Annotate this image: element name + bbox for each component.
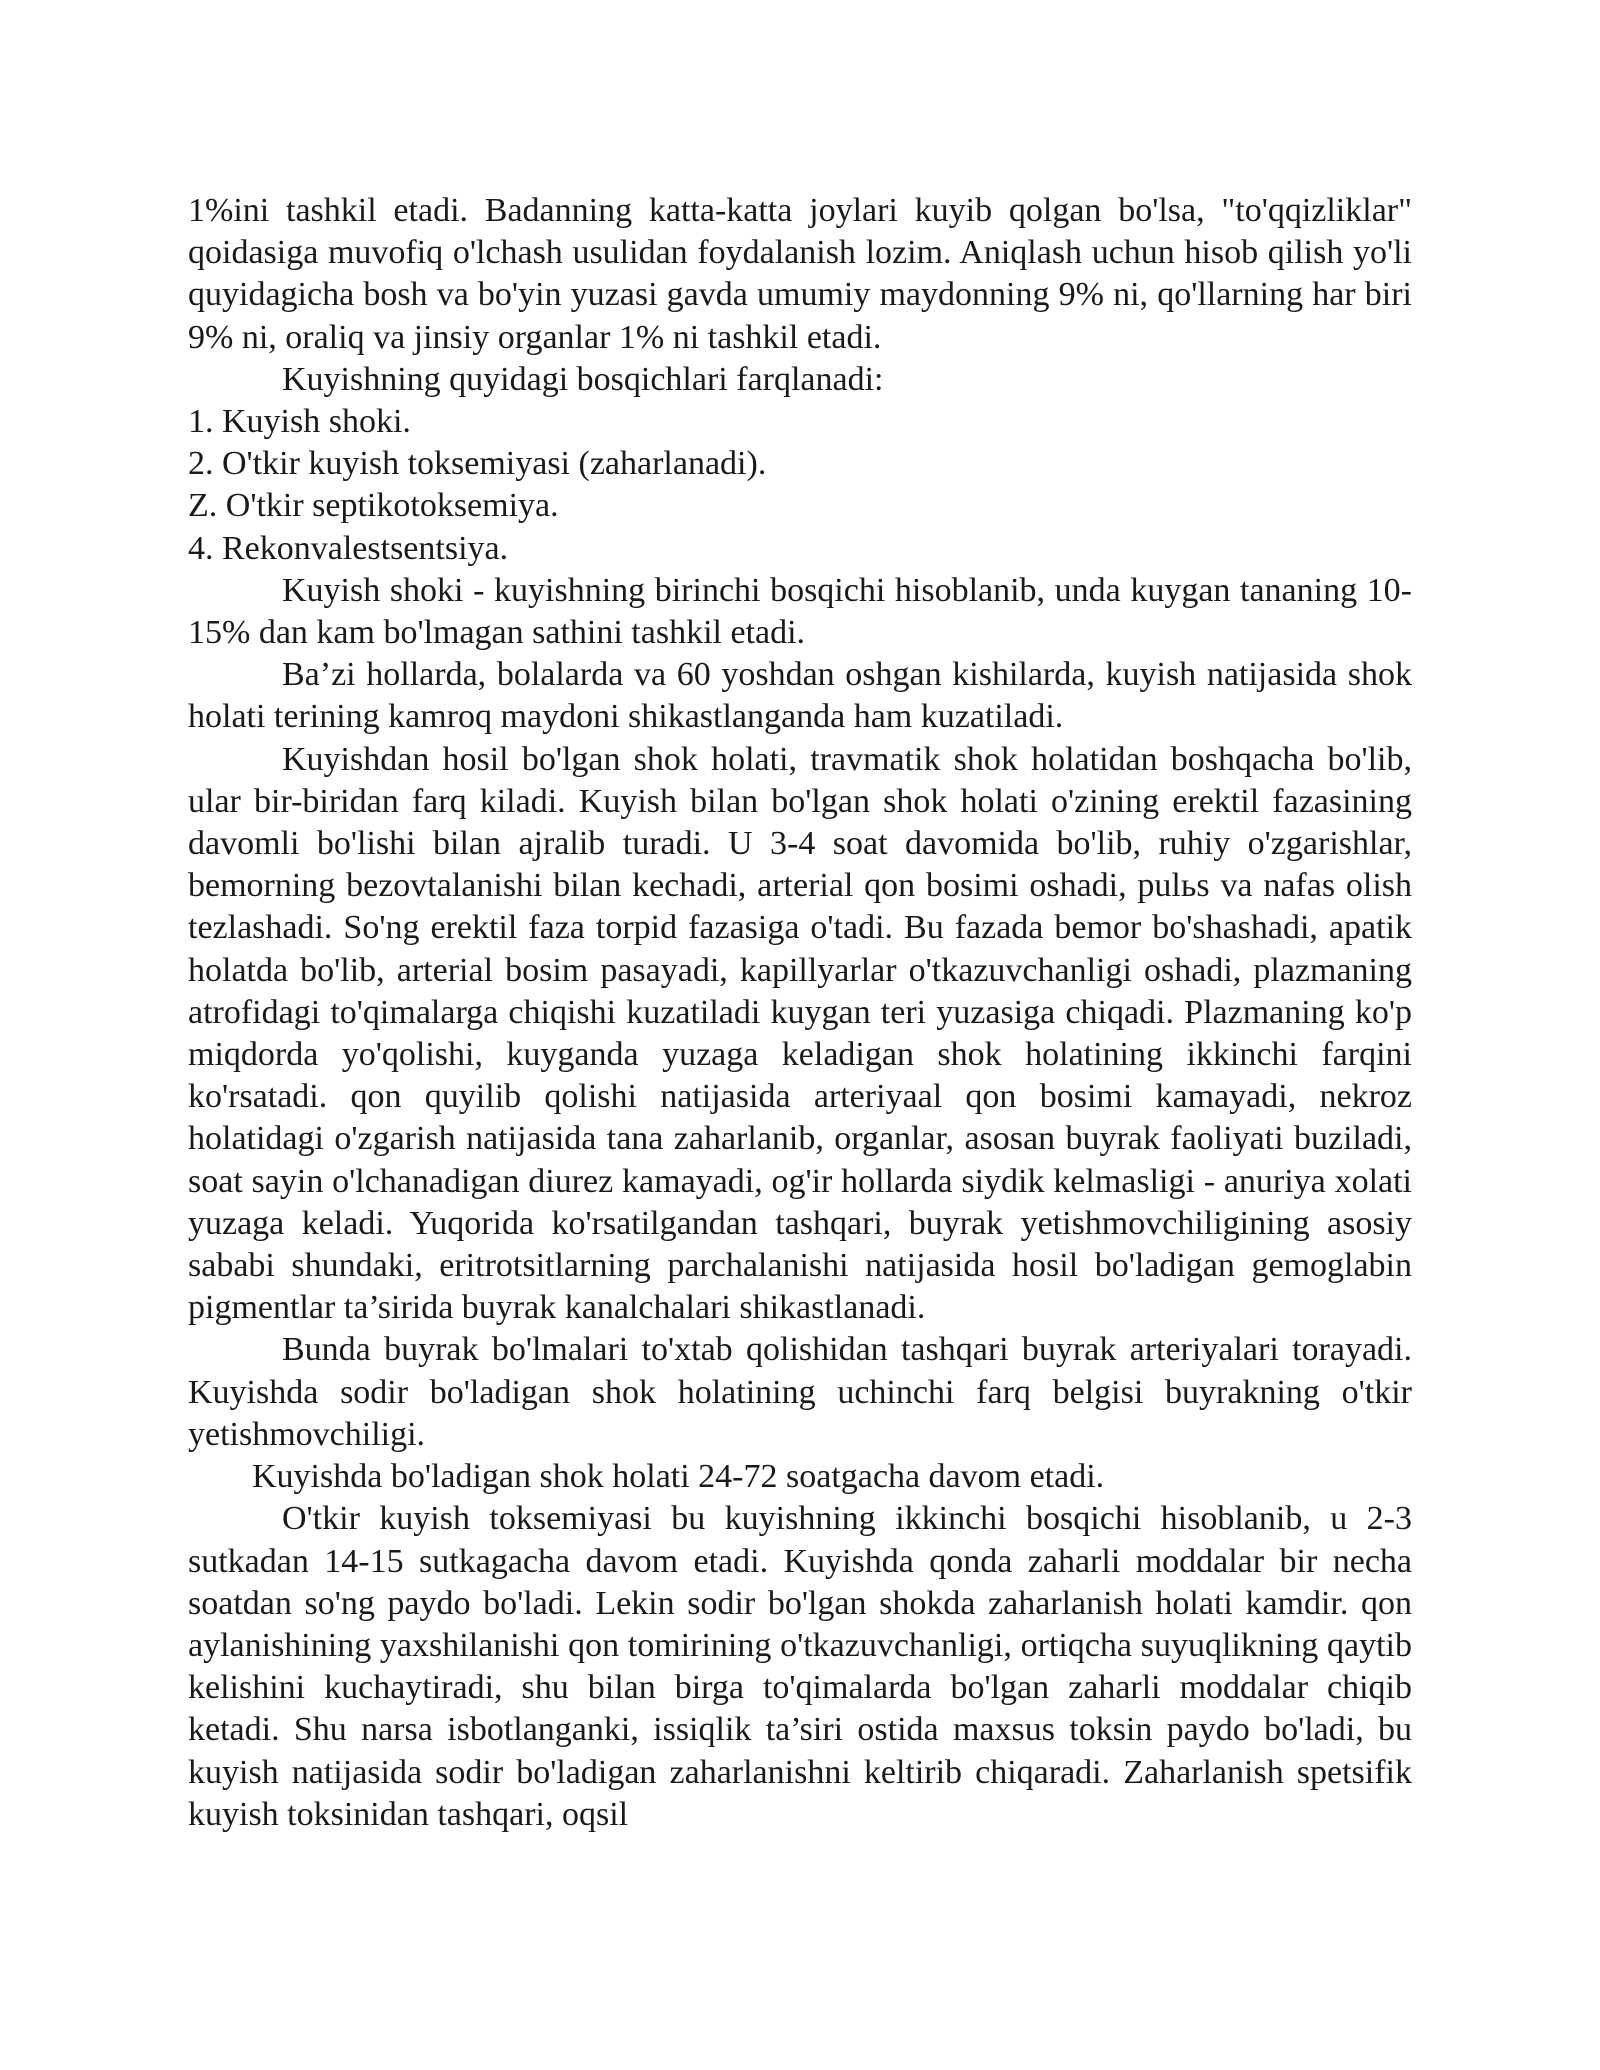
paragraph-shock-duration: Kuyishda bo'ladigan shok holati 24-72 soatgacha davom etadi.: [252, 1458, 1105, 1496]
paragraph-kidney: Bunda buyrak bo'lmalari to'xtab qolishidan tashqari buyrak arteriyalari torayadi. Kuyishda sodir bo'ladigan shok holatining uchinchi farq belgisi buyrakning o'tkir yetishmovchiligi.: [188, 1331, 1412, 1453]
paragraph-children-elderly: Ba’zi hollarda, bolalarda va 60 yoshdan oshgan kishilarda, kuyish natijasida shok holati terining kamroq maydoni shikastlanganda ham kuzatiladi.: [188, 656, 1412, 736]
paragraph-burn-shock: Kuyish shoki - kuyishning birinchi bosqichi hisoblanib, unda kuygan tananing 10-15% dan kam bo'lmagan sathini tashkil etadi.: [188, 571, 1412, 652]
list-item-stage-4: 4. Rekonvalestsentsiya.: [188, 529, 509, 567]
paragraph-shock-differences: Kuyishdan hosil bo'lgan shok holati, travmatik shok holatidan boshqacha bo'lib, ular bir-biridan farq kiladi. Kuyish bilan bo'lgan shok holati o'zining erektil fazasining davomli bo'lishi bilan ajralib turadi. U 3-4 soat davomida bo'lib, ruhiy o'zgarishlar, bemorning bezovtalanishi bilan kechadi, arterial qon bosimi oshadi, pulьs va nafas olish tezlashadi. So'ng erektil faza torpid fazasiga o'tadi. Bu fazada bemor bo'shashadi, apatik holatda bo'lib, arterial bosim pasayadi, kapillyarlar o'tkazuvchanligi oshadi, plazmaning atrofidagi to'qimalarga chiqishi kuzatiladi kuygan teri yuzasiga chiqadi. Plazmaning ko'p miqdorda yo'qolishi, kuyganda yuzaga keladigan shok holatining ikkinchi farqini ko'rsatadi. qon quyilib qolishi natijasida arteriyaal qon bosimi kamayadi, nekroz holatidagi o'zgarish natijasida tana zaharlanib, organlar, asosan buyrak faoliyati buziladi, soat sayin o'lchanadigan diurez kamayadi, og'ir hollarda siydik kelmasligi - anuriya xolati yuzaga keladi. Yuqorida ko'rsatilgandan tashqari, buyrak yetishmovchiligining asosiy sababi shundaki, eritrotsitlarning parchalanishi natijasida hosil bo'ladigan gemoglabin pigmentlar ta’sirida buyrak kanalchalari shikastlanadi.: [188, 740, 1412, 1327]
paragraph-intro: 1%ini tashkil etadi. Badanning katta-katta joylari kuyib qolgan bo'lsa, "to'qqizliklar" qoidasiga muvofiq o'lchash usulidan foydalanish lozim. Aniqlash uchun hisob qilish yo'li quyidagicha bosh va bo'yin yuzasi gavda umumiy maydonning 9% ni, qo'llarning har biri 9% ni, oraliq va jinsiy organlar 1% ni tashkil etadi.: [188, 192, 1412, 356]
paragraph-toxemia: O'tkir kuyish toksemiyasi bu kuyishning ikkinchi bosqichi hisoblanib, u 2-3 sutkadan 14-15 sutkagacha davom etadi. Kuyishda qonda zaharli moddalar bir necha soatdan so'ng paydo bo'ladi. Lekin sodir bo'lgan shokda zaharlanish holati kamdir. qon aylanishining yaxshilanishi qon tomirining o'tkazuvchanligi, ortiqcha suyuqlikning qaytib kelishini kuchaytiradi, shu bilan birga to'qimalarda bo'lgan zaharli moddalar chiqib ketadi. Shu narsa isbotlanganki, issiqlik ta’siri ostida maxsus toksin paydo bo'ladi, bu kuyish natijasida sodir bo'ladigan zaharlanishni keltirib chiqaradi. Zaharlanish spetsifik kuyish toksinidan tashqari, oqsil: [188, 1500, 1412, 1833]
list-item-stage-3: Z. O'tkir septikotoksemiya.: [188, 487, 559, 525]
paragraph-stages-heading: Kuyishning quyidagi bosqichlari farqlanadi:: [282, 360, 884, 398]
list-item-stage-1: 1. Kuyish shoki.: [188, 403, 411, 441]
list-item-stage-2: 2. O'tkir kuyish toksemiyasi (zaharlanadi).: [188, 445, 767, 483]
document-page: [188, 190, 1412, 1836]
